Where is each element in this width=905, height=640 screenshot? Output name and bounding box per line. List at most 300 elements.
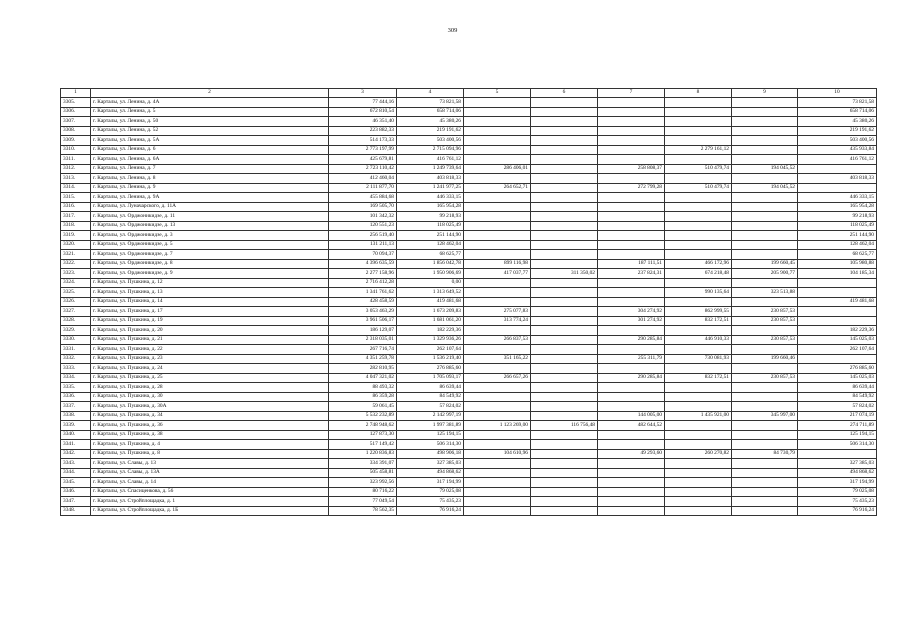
amount-col4-cell: 125 194,15	[397, 430, 464, 440]
row-number-cell: 3343.	[61, 459, 91, 469]
column-header-7: 7	[598, 89, 665, 98]
amount-col6-cell	[531, 440, 598, 450]
amount-col10-cell: 182 229,36	[798, 326, 877, 336]
amount-col10-cell: 79 025,08	[798, 487, 877, 497]
amount-col4-cell: 251 144,90	[397, 231, 464, 241]
amount-col4-cell: 419 481,68	[397, 297, 464, 307]
address-cell: г. Карталы, ул. Пушкина, д. 8	[91, 449, 329, 459]
amount-col8-cell: 510 479,74	[665, 183, 732, 193]
amount-col3-cell: 88 493,32	[329, 383, 397, 393]
row-number-cell: 3316.	[61, 202, 91, 212]
amount-col6-cell	[531, 221, 598, 231]
table-row	[61, 231, 877, 241]
amount-col8-cell: 1 435 921,00	[665, 411, 732, 421]
address-cell: г. Карталы, ул. Пушкина, д. 38	[91, 430, 329, 440]
amount-col6-cell	[531, 174, 598, 184]
table-row	[61, 240, 877, 250]
amount-col5-cell	[464, 326, 531, 336]
address-cell: г. Карталы, ул. Стройплощадка, д. 1	[91, 497, 329, 507]
amount-col4-cell: 79 025,08	[397, 487, 464, 497]
column-header-9: 9	[732, 89, 798, 98]
amount-col4-cell: 498 906,18	[397, 449, 464, 459]
amount-col5-cell	[464, 136, 531, 146]
amount-col7-cell: 237 824,31	[598, 269, 665, 279]
amount-col3-cell: 127 873,30	[329, 430, 397, 440]
amount-col7-cell	[598, 383, 665, 393]
amount-col9-cell	[732, 345, 798, 355]
amount-col7-cell	[598, 506, 665, 516]
address-cell: г. Карталы, ул. Спасиценкова, д. 56	[91, 487, 329, 497]
table-row	[61, 335, 877, 345]
table-row	[61, 259, 877, 269]
table-row	[61, 107, 877, 117]
amount-col4-cell: 0,00	[397, 278, 464, 288]
amount-col6-cell	[531, 487, 598, 497]
amount-col5-cell: 899 116,98	[464, 259, 531, 269]
amount-col10-cell	[798, 278, 877, 288]
table-row	[61, 250, 877, 260]
table-row	[61, 288, 877, 298]
amount-col8-cell	[665, 297, 732, 307]
amount-col7-cell	[598, 430, 665, 440]
amount-col6-cell	[531, 259, 598, 269]
amount-col6-cell	[531, 468, 598, 478]
amount-col8-cell	[665, 459, 732, 469]
amount-col8-cell: 2 279 161,12	[665, 145, 732, 155]
amount-col10-cell: 217 074,19	[798, 411, 877, 421]
amount-col4-cell: 1 313 649,52	[397, 288, 464, 298]
amount-col5-cell	[464, 383, 531, 393]
amount-col7-cell	[598, 459, 665, 469]
amount-col10-cell: 165 954,28	[798, 202, 877, 212]
amount-col4-cell: 1 536 219,40	[397, 354, 464, 364]
address-cell: г. Карталы, ул. Пушкина, д. 28	[91, 383, 329, 393]
row-number-cell: 3337.	[61, 402, 91, 412]
row-number-cell: 3311.	[61, 155, 91, 165]
amount-col4-cell: 1 705 093,17	[397, 373, 464, 383]
amount-col9-cell	[732, 212, 798, 222]
amount-col9-cell: 230 857,53	[732, 373, 798, 383]
amount-col10-cell: 274 711,89	[798, 421, 877, 431]
address-cell: г. Карталы, ул. Ленина, д. 7	[91, 164, 329, 174]
amount-col9-cell	[732, 231, 798, 241]
amount-col3-cell: 2 716 412,28	[329, 278, 397, 288]
amount-col10-cell: 145 025,03	[798, 335, 877, 345]
table-row	[61, 440, 877, 450]
amount-col5-cell	[464, 478, 531, 488]
amount-col6-cell	[531, 373, 598, 383]
amount-col9-cell: 194 045,52	[732, 183, 798, 193]
amount-col6-cell	[531, 478, 598, 488]
address-cell: г. Карталы, ул. Пушкина, д. 34	[91, 411, 329, 421]
amount-col4-cell: 262 107,64	[397, 345, 464, 355]
amount-col8-cell	[665, 364, 732, 374]
amount-col4-cell: 446 333,15	[397, 193, 464, 203]
amount-col6-cell	[531, 297, 598, 307]
amount-col4-cell: 165 954,28	[397, 202, 464, 212]
address-cell: г. Карталы, ул. Ленина, д. 5	[91, 107, 329, 117]
amount-col9-cell	[732, 240, 798, 250]
amount-col5-cell	[464, 297, 531, 307]
amount-col10-cell: 73 821,58	[798, 98, 877, 108]
amount-col6-cell	[531, 278, 598, 288]
amount-col5-cell	[464, 126, 531, 136]
table-row	[61, 183, 877, 193]
table-row	[61, 364, 877, 374]
amount-col10-cell	[798, 307, 877, 317]
amount-col5-cell	[464, 440, 531, 450]
row-number-cell: 3346.	[61, 487, 91, 497]
amount-col7-cell	[598, 145, 665, 155]
amount-col8-cell	[665, 155, 732, 165]
amount-col7-cell	[598, 240, 665, 250]
amount-col10-cell	[798, 288, 877, 298]
amount-col9-cell	[732, 202, 798, 212]
amount-col9-cell: 84 730,79	[732, 449, 798, 459]
amount-col3-cell: 2 318 035,01	[329, 335, 397, 345]
amount-col6-cell	[531, 307, 598, 317]
amount-col4-cell: 506 314,30	[397, 440, 464, 450]
table-row	[61, 155, 877, 165]
amount-col7-cell	[598, 212, 665, 222]
address-cell: г. Карталы, ул. Пушкина, д. 13	[91, 288, 329, 298]
amount-col9-cell: 345 997,00	[732, 411, 798, 421]
column-header-10: 10	[798, 89, 877, 98]
column-header-4: 4	[397, 89, 464, 98]
amount-col6-cell	[531, 164, 598, 174]
table-row	[61, 326, 877, 336]
amount-col8-cell: 730 081,93	[665, 354, 732, 364]
amount-col10-cell: 446 333,15	[798, 193, 877, 203]
amount-col3-cell: 59 061,45	[329, 402, 397, 412]
amount-col6-cell	[531, 98, 598, 108]
amount-col3-cell: 169 505,70	[329, 202, 397, 212]
amount-col6-cell	[531, 212, 598, 222]
table-row	[61, 411, 877, 421]
column-header-8: 8	[665, 89, 732, 98]
table-row	[61, 430, 877, 440]
address-cell: г. Карталы, ул. Орджоникидзе, д. 13	[91, 221, 329, 231]
amount-col5-cell	[464, 193, 531, 203]
amount-col8-cell: 990 135,64	[665, 288, 732, 298]
amount-col9-cell: 194 045,52	[732, 164, 798, 174]
amount-col4-cell: 1 249 739,64	[397, 164, 464, 174]
amount-col3-cell: 517 149,42	[329, 440, 397, 450]
amount-col10-cell: 99 218,93	[798, 212, 877, 222]
amount-col8-cell	[665, 430, 732, 440]
amount-col6-cell	[531, 250, 598, 260]
amount-col5-cell	[464, 345, 531, 355]
amount-col3-cell: 5 532 232,89	[329, 411, 397, 421]
amount-col3-cell: 428 458,59	[329, 297, 397, 307]
amount-col6-cell	[531, 364, 598, 374]
row-number-cell: 3325.	[61, 288, 91, 298]
address-cell: г. Карталы, ул. Орджоникидзе, д. 3	[91, 231, 329, 241]
amount-col8-cell: 862 999,55	[665, 307, 732, 317]
amount-col9-cell	[732, 392, 798, 402]
amount-col10-cell: 506 314,30	[798, 440, 877, 450]
amount-col9-cell	[732, 364, 798, 374]
amount-col4-cell: 45 380,26	[397, 117, 464, 127]
amount-col8-cell	[665, 231, 732, 241]
table-row	[61, 316, 877, 326]
address-cell: г. Карталы, ул. Ленина, д. 9	[91, 183, 329, 193]
row-number-cell: 3347.	[61, 497, 91, 507]
amount-col4-cell: 658 714,06	[397, 107, 464, 117]
amount-col5-cell: 275 077,83	[464, 307, 531, 317]
amount-col4-cell: 416 761,12	[397, 155, 464, 165]
amount-col3-cell: 267 716,74	[329, 345, 397, 355]
amount-col7-cell	[598, 278, 665, 288]
amount-col8-cell	[665, 212, 732, 222]
amount-col3-cell: 256 519,40	[329, 231, 397, 241]
amount-col4-cell: 84 549,92	[397, 392, 464, 402]
amount-col8-cell	[665, 278, 732, 288]
table-row	[61, 202, 877, 212]
table-row	[61, 278, 877, 288]
row-number-cell: 3331.	[61, 345, 91, 355]
address-cell: г. Карталы, ул. Орджоникидзе, д. 5	[91, 240, 329, 250]
amount-col5-cell	[464, 221, 531, 231]
amount-col5-cell: 264 652,71	[464, 183, 531, 193]
amount-col6-cell	[531, 506, 598, 516]
amount-col10-cell: 327 385,03	[798, 459, 877, 469]
table-row	[61, 193, 877, 203]
amount-col4-cell: 327 385,03	[397, 459, 464, 469]
amount-col5-cell: 104 610,96	[464, 449, 531, 459]
row-number-cell: 3321.	[61, 250, 91, 260]
amount-col9-cell	[732, 383, 798, 393]
amount-col3-cell: 2 277 158,96	[329, 269, 397, 279]
address-cell: г. Карталы, ул. Пушкина, д. 36	[91, 421, 329, 431]
row-number-cell: 3320.	[61, 240, 91, 250]
amount-col7-cell	[598, 497, 665, 507]
amount-col8-cell	[665, 440, 732, 450]
amount-col9-cell	[732, 459, 798, 469]
amount-col8-cell: 446 910,33	[665, 335, 732, 345]
amount-col8-cell	[665, 468, 732, 478]
amount-col7-cell	[598, 193, 665, 203]
amount-col8-cell	[665, 421, 732, 431]
column-header-3: 3	[329, 89, 397, 98]
amount-col4-cell: 128 462,04	[397, 240, 464, 250]
amount-col5-cell	[464, 468, 531, 478]
row-number-cell: 3327.	[61, 307, 91, 317]
amount-col6-cell: 311 350,02	[531, 269, 598, 279]
amount-col9-cell	[732, 193, 798, 203]
amount-col4-cell: 1 329 936,26	[397, 335, 464, 345]
amount-col4-cell: 57 824,02	[397, 402, 464, 412]
row-number-cell: 3326.	[61, 297, 91, 307]
amount-col10-cell: 503 400,56	[798, 136, 877, 146]
amount-col7-cell	[598, 364, 665, 374]
amount-col8-cell: 466 172,96	[665, 259, 732, 269]
column-header-5: 5	[464, 89, 531, 98]
row-number-cell: 3307.	[61, 117, 91, 127]
amount-col5-cell: 266 837,53	[464, 335, 531, 345]
amount-col5-cell	[464, 411, 531, 421]
amount-col3-cell: 4 351 259,78	[329, 354, 397, 364]
amount-col8-cell	[665, 107, 732, 117]
amount-col6-cell	[531, 136, 598, 146]
amount-col4-cell: 68 625,77	[397, 250, 464, 260]
amount-col3-cell: 223 882,33	[329, 126, 397, 136]
amount-col3-cell: 86 359,28	[329, 392, 397, 402]
amount-col4-cell: 99 218,93	[397, 212, 464, 222]
amount-col7-cell: 49 293,60	[598, 449, 665, 459]
row-number-cell: 3323.	[61, 269, 91, 279]
amount-col5-cell	[464, 497, 531, 507]
amount-col3-cell: 186 129,07	[329, 326, 397, 336]
amount-col10-cell	[798, 183, 877, 193]
amount-col10-cell: 219 191,62	[798, 126, 877, 136]
amount-col10-cell	[798, 316, 877, 326]
amount-col3-cell: 70 094,37	[329, 250, 397, 260]
amount-col3-cell: 282 810,95	[329, 364, 397, 374]
amount-col9-cell: 323 513,88	[732, 288, 798, 298]
amount-col9-cell: 205 900,77	[732, 269, 798, 279]
amount-col3-cell: 323 992,56	[329, 478, 397, 488]
amount-col10-cell: 105 980,88	[798, 259, 877, 269]
amount-col7-cell	[598, 326, 665, 336]
table-row	[61, 421, 877, 431]
amount-col3-cell: 131 211,13	[329, 240, 397, 250]
amount-col8-cell	[665, 98, 732, 108]
amount-col10-cell: 86 639,44	[798, 383, 877, 393]
amount-col5-cell	[464, 364, 531, 374]
amount-col5-cell	[464, 202, 531, 212]
amount-col6-cell	[531, 126, 598, 136]
amount-col4-cell: 1 681 061,20	[397, 316, 464, 326]
amount-col3-cell: 78 562,35	[329, 506, 397, 516]
amount-col6-cell	[531, 202, 598, 212]
amount-col7-cell: 255 311,79	[598, 354, 665, 364]
amount-col8-cell	[665, 478, 732, 488]
address-cell: г. Карталы, ул. Пушкина, д. 4	[91, 440, 329, 450]
row-number-cell: 3308.	[61, 126, 91, 136]
row-number-cell: 3314.	[61, 183, 91, 193]
amount-col8-cell	[665, 392, 732, 402]
amount-col7-cell: 482 644,52	[598, 421, 665, 431]
address-cell: г. Карталы, ул. Ленина, д. 52	[91, 126, 329, 136]
address-cell: г. Карталы, ул. Орджоникидзе, д. 7	[91, 250, 329, 260]
amount-col3-cell: 1 341 761,62	[329, 288, 397, 298]
amount-col7-cell	[598, 155, 665, 165]
amount-col9-cell	[732, 136, 798, 146]
amount-col6-cell	[531, 117, 598, 127]
address-cell: г. Карталы, ул. Пушкина, д. 17	[91, 307, 329, 317]
address-cell: г. Карталы, ул. Пушкина, д. 30	[91, 392, 329, 402]
row-number-cell: 3318.	[61, 221, 91, 231]
address-cell: г. Карталы, ул. Ленина, д. 8	[91, 174, 329, 184]
amount-col8-cell: 832 172,51	[665, 373, 732, 383]
amount-col5-cell	[464, 98, 531, 108]
amount-col5-cell	[464, 392, 531, 402]
amount-col6-cell	[531, 326, 598, 336]
table-row	[61, 449, 877, 459]
row-number-cell: 3305.	[61, 98, 91, 108]
amount-col7-cell	[598, 98, 665, 108]
amount-col10-cell: 494 868,62	[798, 468, 877, 478]
amount-col9-cell	[732, 430, 798, 440]
amount-col9-cell	[732, 421, 798, 431]
amount-col6-cell	[531, 402, 598, 412]
amount-col5-cell	[464, 402, 531, 412]
amount-col5-cell	[464, 117, 531, 127]
row-number-cell: 3348.	[61, 506, 91, 516]
row-number-cell: 3329.	[61, 326, 91, 336]
row-number-cell: 3334.	[61, 373, 91, 383]
amount-col7-cell	[598, 440, 665, 450]
amount-col4-cell: 75 435,23	[397, 497, 464, 507]
amount-col10-cell: 45 380,26	[798, 117, 877, 127]
amount-col7-cell	[598, 297, 665, 307]
amount-col8-cell	[665, 487, 732, 497]
row-number-cell: 3330.	[61, 335, 91, 345]
table-row	[61, 468, 877, 478]
amount-col7-cell	[598, 487, 665, 497]
amount-col10-cell: 419 481,68	[798, 297, 877, 307]
amount-col6-cell	[531, 497, 598, 507]
amount-col6-cell	[531, 345, 598, 355]
address-cell: г. Карталы, ул. Славы, д. 13	[91, 459, 329, 469]
amount-col10-cell: 125 194,15	[798, 430, 877, 440]
amount-col6-cell	[531, 155, 598, 165]
amount-col5-cell: 313 774,24	[464, 316, 531, 326]
amount-col7-cell	[598, 174, 665, 184]
amount-col10-cell: 57 824,02	[798, 402, 877, 412]
table-row	[61, 98, 877, 108]
amount-col3-cell: 334 391,07	[329, 459, 397, 469]
amount-col9-cell	[732, 145, 798, 155]
address-cell: г. Карталы, ул. Пушкина, д. 22	[91, 345, 329, 355]
amount-col4-cell: 276 885,60	[397, 364, 464, 374]
amount-col4-cell: 2 715 094,96	[397, 145, 464, 155]
address-cell: г. Карталы, ул. Орджоникидзе, д. 8	[91, 259, 329, 269]
row-number-cell: 3340.	[61, 430, 91, 440]
amount-col8-cell	[665, 250, 732, 260]
amount-col6-cell	[531, 183, 598, 193]
table-row	[61, 383, 877, 393]
amount-col10-cell: 76 916,24	[798, 506, 877, 516]
amount-col3-cell: 2 773 197,99	[329, 145, 397, 155]
row-number-cell: 3324.	[61, 278, 91, 288]
table-row	[61, 354, 877, 364]
amount-col6-cell	[531, 449, 598, 459]
table-row	[61, 392, 877, 402]
table-row	[61, 373, 877, 383]
amount-col6-cell	[531, 411, 598, 421]
amount-col4-cell: 1 241 977,25	[397, 183, 464, 193]
address-cell: г. Карталы, ул. Пушкина, д. 14	[91, 297, 329, 307]
amount-col5-cell	[464, 145, 531, 155]
address-cell: г. Карталы, ул. Ленина, д. 6А	[91, 155, 329, 165]
amount-col8-cell	[665, 117, 732, 127]
amount-col6-cell	[531, 459, 598, 469]
row-number-cell: 3341.	[61, 440, 91, 450]
amount-col4-cell: 76 916,24	[397, 506, 464, 516]
amount-col4-cell: 1 997 381,89	[397, 421, 464, 431]
amount-col7-cell: 272 799,28	[598, 183, 665, 193]
amount-col3-cell: 2 748 948,62	[329, 421, 397, 431]
amount-col3-cell: 4 047 321,02	[329, 373, 397, 383]
amount-col7-cell	[598, 478, 665, 488]
amount-col9-cell	[732, 174, 798, 184]
amount-col7-cell: 187 111,51	[598, 259, 665, 269]
amount-col5-cell: 286 406,01	[464, 164, 531, 174]
header-row	[61, 89, 877, 98]
amount-col3-cell: 2 111 877,70	[329, 183, 397, 193]
